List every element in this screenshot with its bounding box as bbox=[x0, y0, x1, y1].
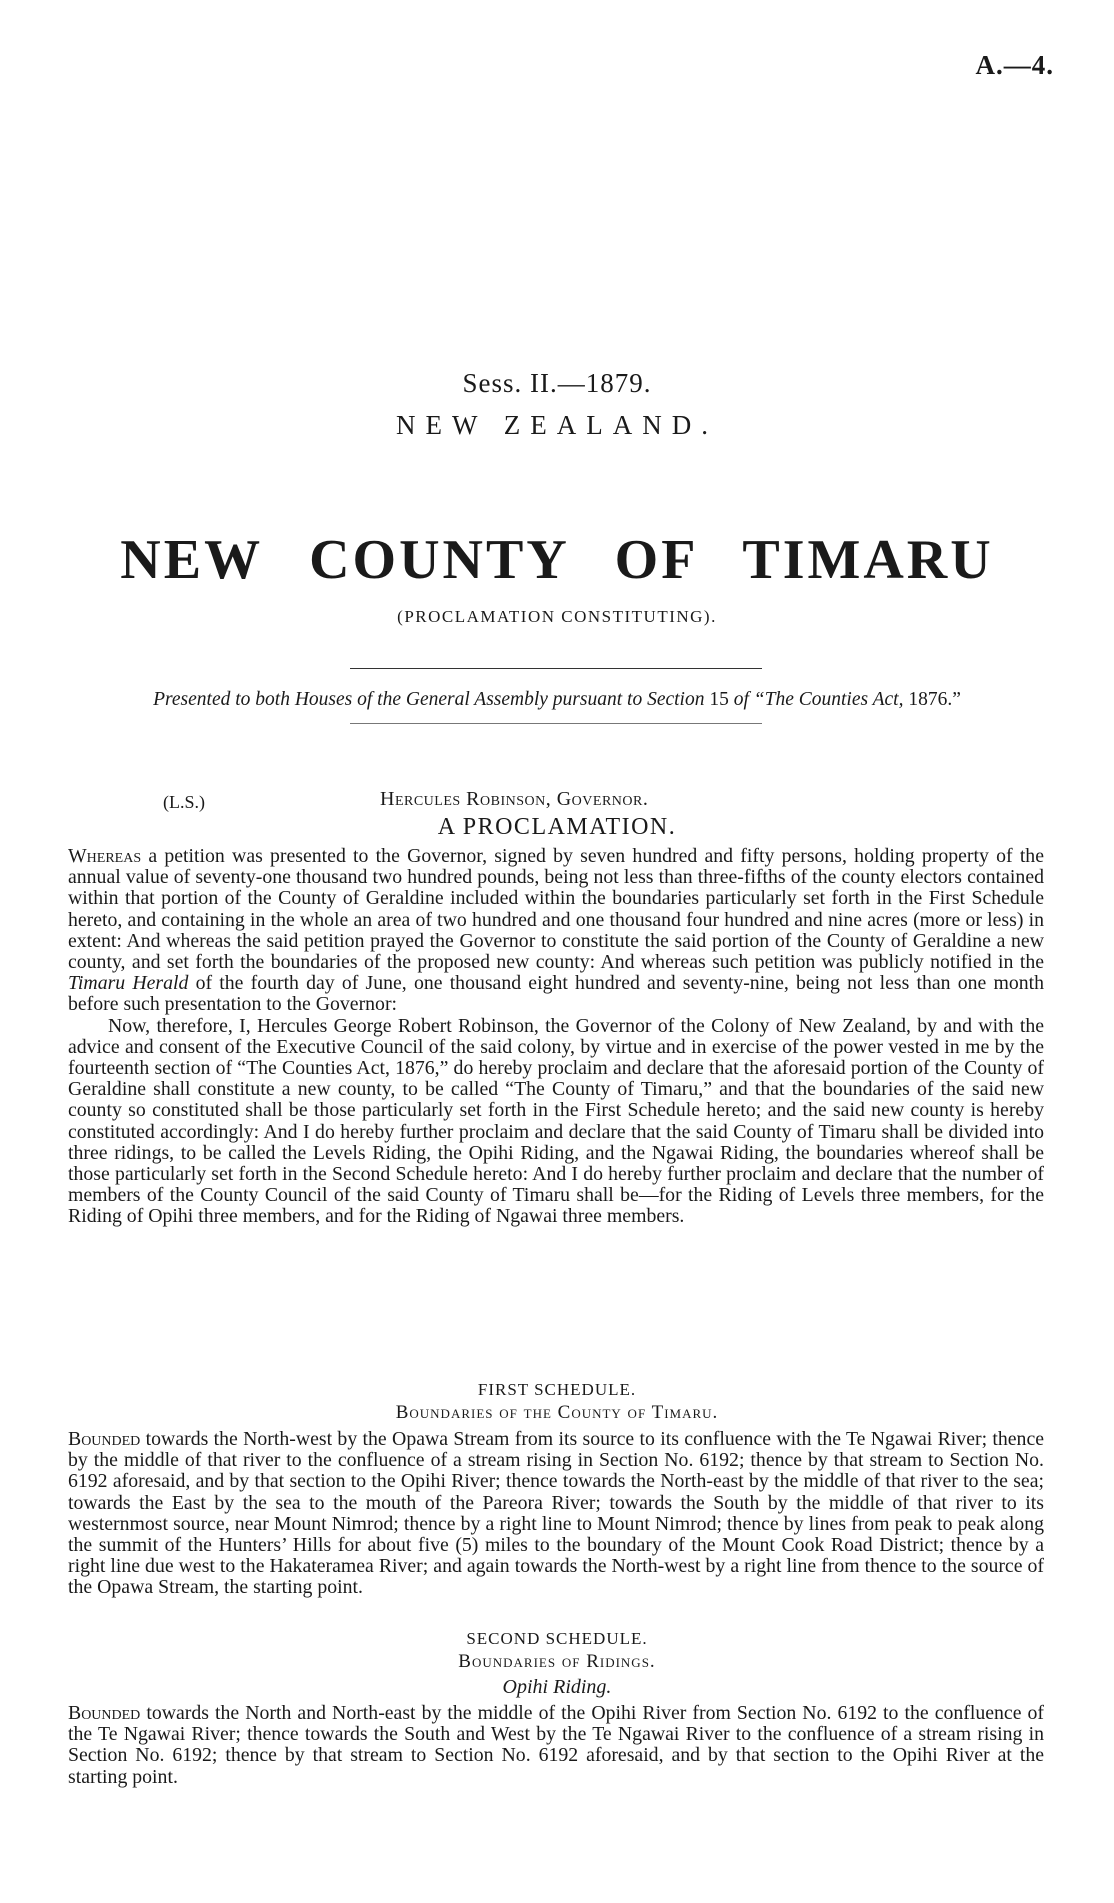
document-reference: A.—4. bbox=[975, 50, 1054, 80]
paragraph-lead: Whereas bbox=[68, 845, 142, 867]
presented-act-text: of “The Counties Act, bbox=[733, 689, 904, 710]
session-label: Sess. II.—1879. bbox=[462, 368, 652, 398]
paragraph-text: towards the North and North-east by the middle of the Opihi River from Section No. 6192 to the confluence of the Te Ngawai River; thence towards the South and West by the Te Ngawai River to the confluence of a stream rising in Section No. 6192; thence by that stream to Section No. 6192 aforesaid, and by that section to the Opihi River at the starting point. bbox=[68, 1702, 1044, 1788]
seal-mark: (L.S.) bbox=[163, 792, 205, 812]
paragraph-text: of the fourth day of June, one thousand eight hundred and seventy-nine, being not less than one month before such presentation to the Governor: bbox=[68, 972, 1044, 1016]
proclamation-body bbox=[68, 846, 1044, 1228]
riding-title: Opihi Riding. bbox=[502, 1676, 612, 1698]
proclamation-heading: A PROCLAMATION. bbox=[437, 814, 677, 840]
presented-act-year: 1876.” bbox=[908, 689, 961, 710]
second-schedule-body bbox=[68, 1703, 1044, 1788]
page-title: NEW COUNTY OF TIMARU bbox=[120, 529, 994, 591]
second-schedule-heading: SECOND SCHEDULE. bbox=[466, 1629, 648, 1648]
presented-note bbox=[0, 689, 1114, 711]
schedule-paragraph bbox=[68, 1703, 1044, 1788]
top-rule bbox=[350, 668, 762, 669]
country-label: NEW ZEALAND. bbox=[396, 410, 718, 440]
page-subtitle: (PROCLAMATION CONSTITUTING). bbox=[397, 607, 717, 626]
paragraph-lead: Bounded bbox=[68, 1428, 141, 1450]
first-schedule-subheading: Boundaries of the County of Timaru. bbox=[395, 1402, 719, 1423]
newspaper-title: Timaru Herald bbox=[68, 972, 189, 995]
governor-signature: Hercules Robinson, Governor. bbox=[380, 788, 649, 810]
proclamation-paragraph bbox=[68, 846, 1044, 1016]
presented-text: Presented to both Houses of the General Assembly pursuant to Section bbox=[153, 689, 705, 710]
first-schedule-heading: FIRST SCHEDULE. bbox=[477, 1380, 637, 1399]
presented-section-number: 15 bbox=[709, 689, 729, 710]
proclamation-paragraph: Now, therefore, I, Hercules George Robert Robinson, the Governor of the Colony of New Zealand, by and with the advice and consent of the Executive Council of the said colony, by virtue and in exercise of the power vested in me by the fourteenth section of “The Counties Act, 1876,” do hereby proclaim and declare that the aforesaid portion of the County of Geraldine shall constitute a new county, to be called “The County of Timaru,” and that the boundaries of the said new county so constituted shall be those particularly set forth in the First Schedule hereto; and the said new county is hereby constituted accordingly: And I do hereby further proclaim and declare that the said County of Timaru shall be divided into three ridings, to be called the Levels Riding, the Opihi Riding, and the Ngawai Riding, the boundaries whereof shall be those particularly set forth in the Second Schedule hereto: And I do hereby further proclaim and declare that the number of members of the County Council of the said County of Timaru shall be—for the Riding of Levels three members, for the Riding of Opihi three members, and for the Riding of Ngawai three members. bbox=[68, 1014, 1044, 1228]
first-schedule-body bbox=[68, 1429, 1044, 1599]
second-schedule-subheading: Boundaries of Ridings. bbox=[458, 1651, 656, 1672]
bottom-rule bbox=[350, 723, 762, 724]
paragraph-text: a petition was presented to the Governor, signed by seven hundred and fifty persons, holding property of the annual value of seventy-one thousand two hundred pounds, being not less than three-fifths of the county electors contained within that portion of the County of Geraldine included within the boundaries particularly set forth in the First Schedule hereto, and containing in the whole an area of two hundred and one thousand four hundred and nine acres (more or less) in extent: And whereas the said petition prayed the Governor to constitute the said portion of the County of Geraldine a new county, and set forth the boundaries of the proposed new county: And whereas such petition was publicly notified in the bbox=[68, 845, 1044, 974]
paragraph-text: towards the North-west by the Opawa Stream from its source to its confluence with the Te Ngawai River; thence by the middle of that river to the confluence of a stream rising in Section No. 6192; thence by that stream to Section No. 6192 aforesaid, and by that section to the Opihi River; thence towards the North-east by the middle of that river to the sea; towards the East by the sea to the mouth of the Pareora River; towards the South by the middle of that river to its westernmost source, near Mount Nimrod; thence by a right line to Mount Nimrod; thence by lines from peak to peak along the summit of the Hunters’ Hills for about five (5) miles to the boundary of the Mount Cook Road District; thence by a right line due west to the Hakateramea River; and again towards the North-west by a right line from thence to the source of the Opawa Stream, the starting point. bbox=[68, 1428, 1045, 1599]
schedule-paragraph bbox=[68, 1429, 1044, 1599]
paragraph-lead: Bounded bbox=[68, 1702, 141, 1724]
